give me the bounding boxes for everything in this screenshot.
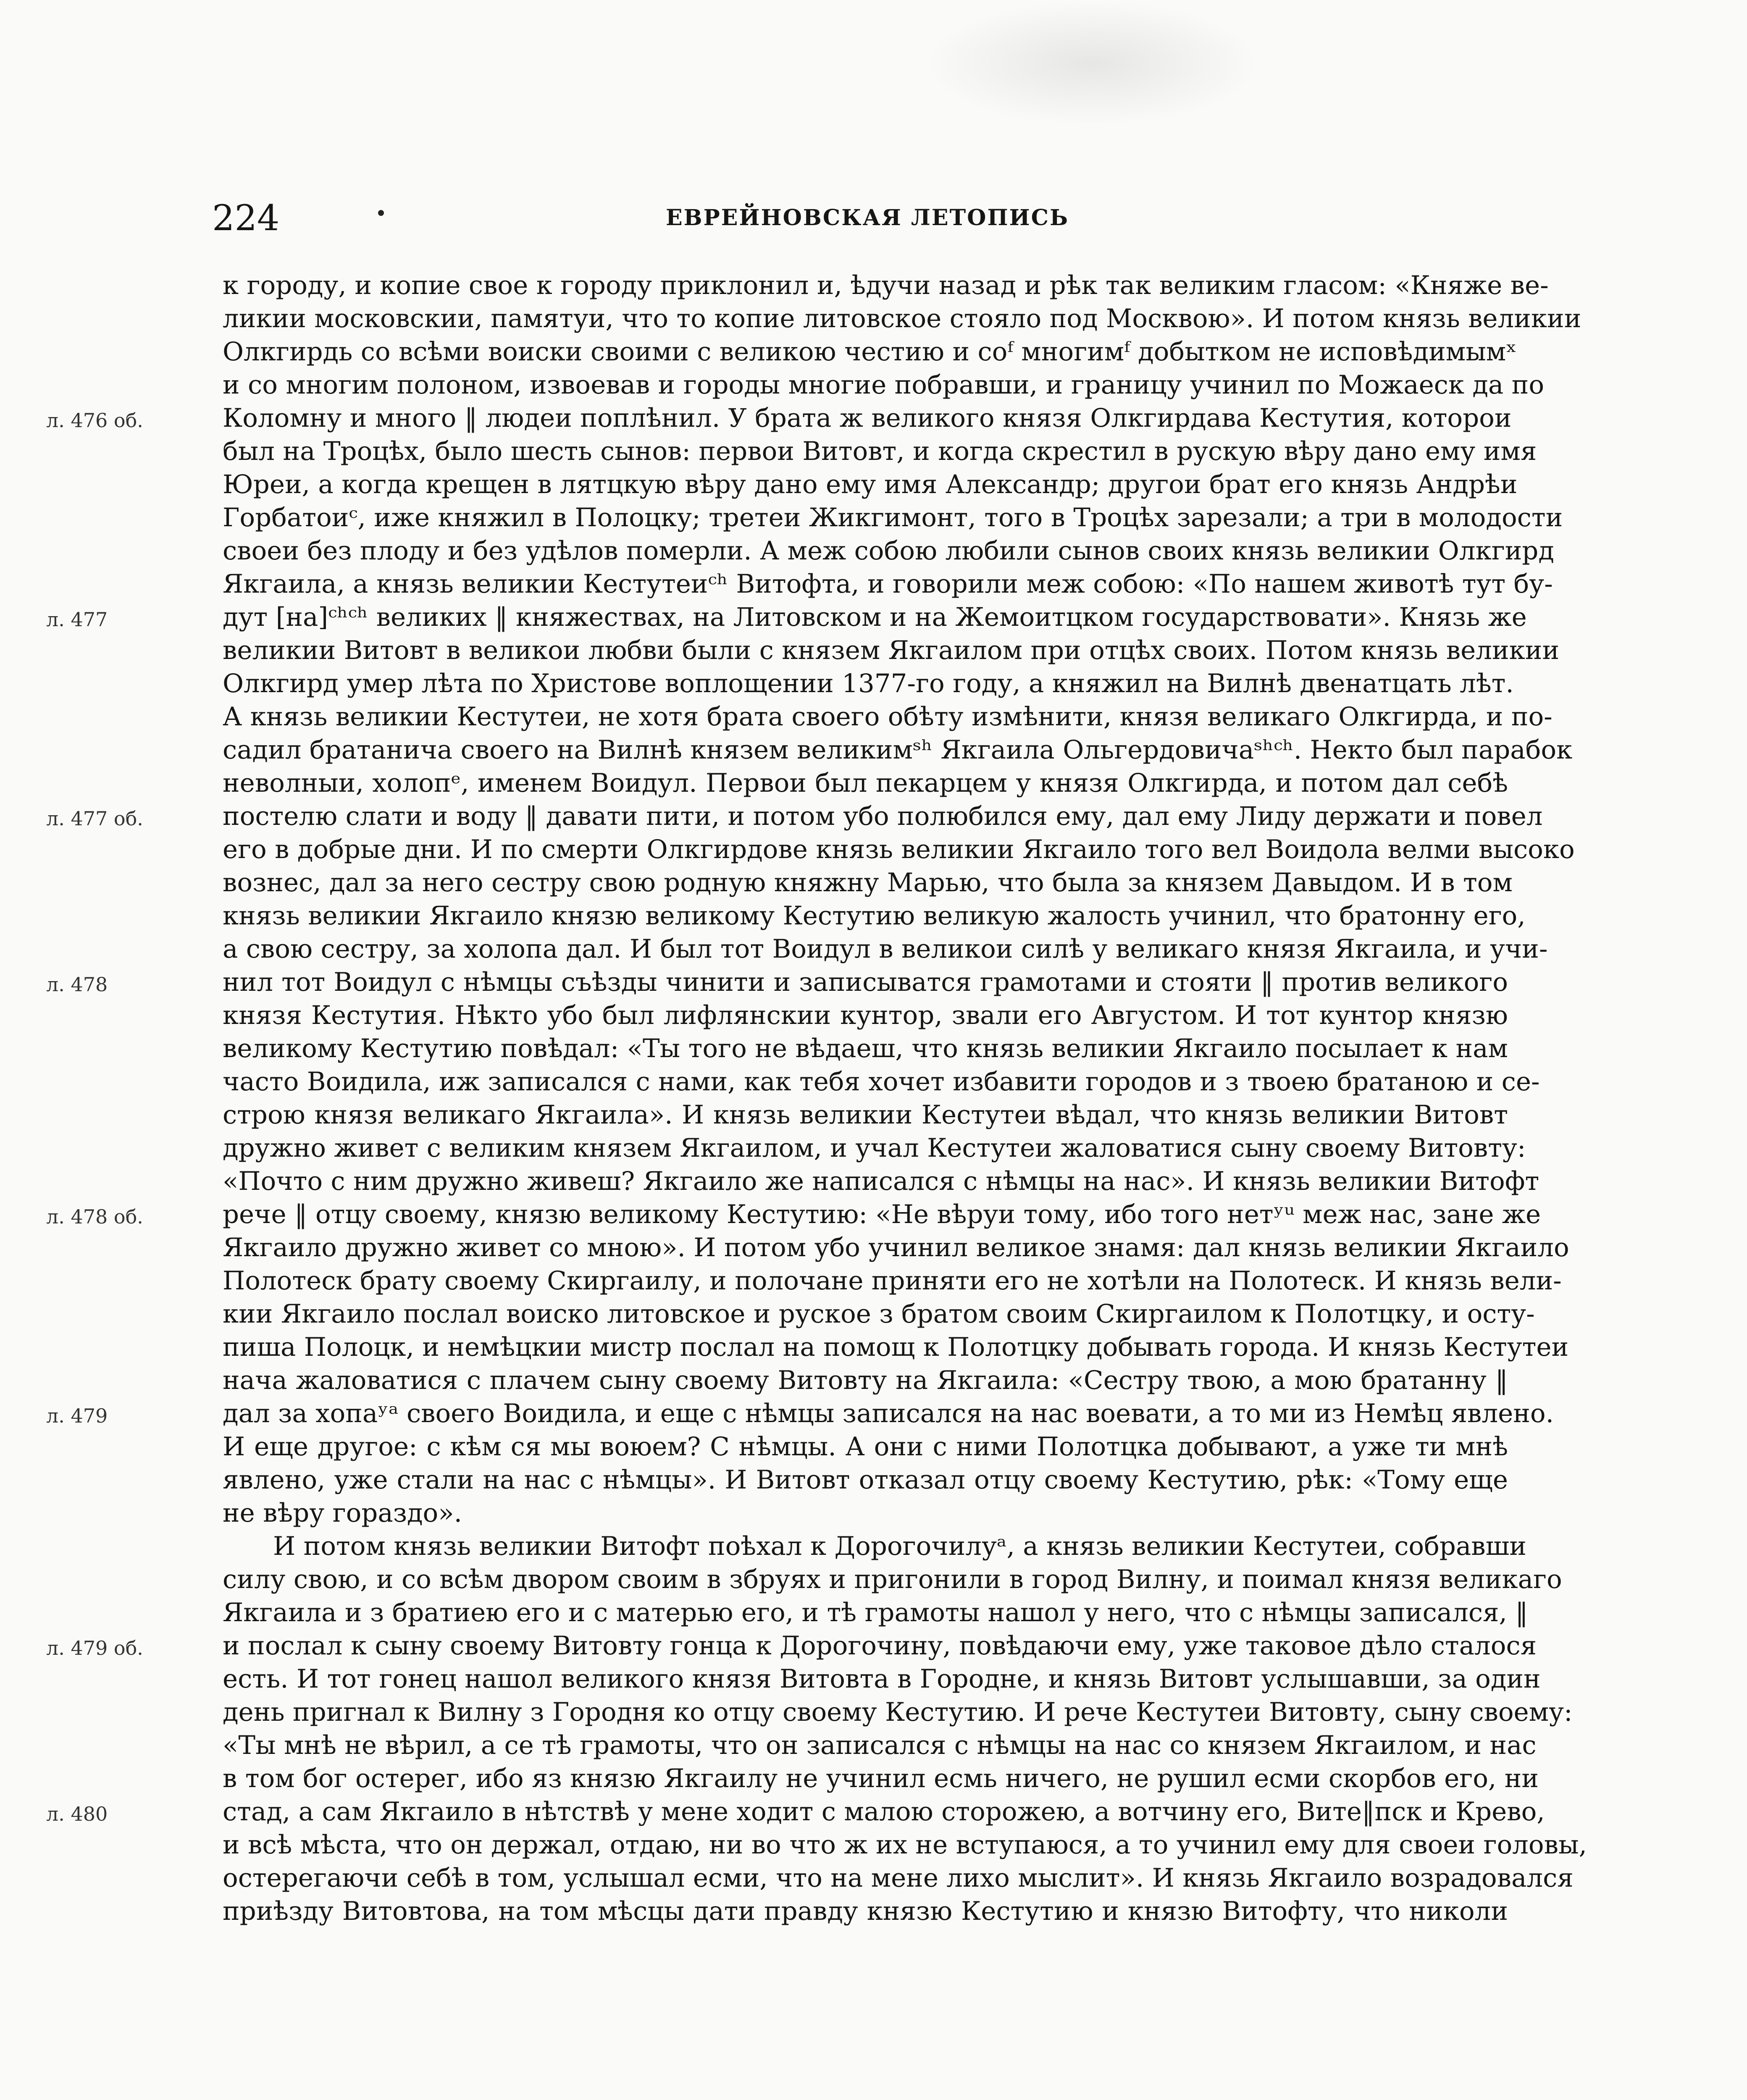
folio-margin-note: л. 478: [46, 973, 108, 996]
line-text: Юреи, а когда крещен в лятцкую вѣру дано ему имя Александр; другои брат его князь Андрѣи: [223, 470, 1518, 499]
text-line: [46, 601, 1527, 634]
text-line: [223, 1662, 1541, 1696]
page-header: [212, 197, 1523, 244]
line-text: был на Троцѣх, было шесть сынов: первои Витовт, и когда скрестил в рускую вѣру дано ему имя: [223, 436, 1537, 466]
line-text: в том бог остерег, ибо яз князю Якгаилу не учинил есмь ничего, не рушил есми скорбов его, ни: [223, 1764, 1539, 1793]
text-line: [223, 1530, 1526, 1563]
line-text: пиша Полоцк, и немѣцкии мистр послал на помощ к Полотцку добывать города. И князь Кестутеи: [223, 1332, 1569, 1362]
line-text: приѣзду Витовтова, на том мѣсцы дати правду князю Кестутию и князю Витофту, что николи: [223, 1896, 1508, 1926]
folio-margin-note: л. 477: [46, 608, 108, 631]
text-line: [46, 966, 1508, 999]
line-text: «Ты мнѣ не вѣрил, а се тѣ грамоты, что он записался с нѣмцы на нас со князем Якгаилом, и нас: [223, 1730, 1537, 1760]
line-text: неволныи, холопᵉ, именем Воидул. Первои был пекарцем у князя Олкгирда, и потом дал себѣ: [223, 768, 1508, 798]
text-line: [223, 567, 1553, 601]
line-text: дружно живет с великим князем Якгаилом, и учал Кестутеи жаловатися сыну своему Витовту:: [223, 1133, 1526, 1163]
line-text: постелю слати и воду ‖ давати пити, и потом убо полюбился ему, дал ему Лиду держати и повел: [223, 801, 1543, 831]
text-line: [46, 1198, 1541, 1231]
line-text: не вѣру гораздо».: [223, 1498, 462, 1528]
text-line: [223, 1032, 1508, 1065]
text-line: [223, 335, 1517, 368]
text-line: [223, 368, 1545, 402]
line-text: Якгаило дружно живет со мною». И потом убо учинил великое знамя: дал князь великии Якгаило: [223, 1233, 1569, 1263]
text-line: [223, 899, 1526, 932]
text-line: [223, 634, 1560, 667]
text-line: [223, 1098, 1508, 1131]
text-line: [223, 1264, 1562, 1297]
line-text: А князь великии Кестутеи, не хотя брата своего обѣту измѣнити, князя великаго Олкгирда, и по-: [223, 702, 1553, 732]
folio-margin-note: л. 479 об.: [46, 1637, 143, 1659]
text-line: [223, 999, 1508, 1032]
line-text: нача жаловатися с плачем сыну своему Витовту на Якгаила: «Сестру твою, а мою братанну ‖: [223, 1365, 1508, 1395]
line-text: и со многим полоном, извоевав и городы многие побравши, и границу учинил по Можаеск да по: [223, 370, 1545, 400]
line-text: нил тот Воидул с нѣмцы съѣзды чинити и записыватся грамотами и стояти ‖ против великого: [223, 967, 1508, 997]
running-title: ЕВРЕЙНОВСКАЯ ЛЕТОПИСЬ: [666, 205, 1069, 231]
line-text: Горбатоиᶜ, иже княжил в Полоцку; третеи Жикгимонт, того в Троцѣх зарезали; а три в молодости: [223, 503, 1563, 533]
text-line: [223, 932, 1548, 966]
text-line: [223, 1430, 1508, 1463]
text-line: [46, 1795, 1545, 1828]
folio-margin-note: л. 477 об.: [46, 807, 143, 830]
text-line: [223, 534, 1554, 567]
line-text: явлено, уже стали на нас с нѣмцы». И Витовт отказал отцу своему Кестутию, рѣк: «Тому еще: [223, 1465, 1508, 1495]
text-line: [223, 1297, 1535, 1331]
line-text: остерегаючи себѣ в том, услышал есми, что на мене лихо мыслит». И князь Якгаило возрадовался: [223, 1863, 1574, 1893]
body-text: [46, 269, 1587, 1928]
text-line: [223, 1364, 1508, 1397]
text-line: [223, 1131, 1526, 1165]
line-text: своеи без плоду и без удѣлов померли. А меж собою любили сынов своих князь великии Олкгирд: [223, 536, 1554, 566]
text-line: [223, 833, 1575, 866]
line-text: Олкгирдь со всѣми воиски своими с великою честию и соᶠ многимᶠ добытком не исповѣдимымˣ: [223, 337, 1517, 367]
text-line: [223, 1828, 1587, 1861]
line-text: день пригнал к Вилну з Городня ко отцу своему Кестутию. И рече Кестутеи Витовту, сыну своему:: [223, 1697, 1573, 1727]
text-line: [223, 1463, 1508, 1496]
line-text: Коломну и много ‖ людеи поплѣнил. У брата ж великого князя Олкгирдава Кестутия, которои: [223, 403, 1512, 433]
line-text: вознес, дал за него сестру свою родную княжну Марью, что была за князем Давыдом. И в том: [223, 868, 1513, 898]
line-text: дал за хопаʸᵃ своего Воидила, и еще с нѣмцы записался на нас воевати, а то ми из Немѣц явлено.: [223, 1399, 1554, 1428]
line-text: Олкгирд умер лѣта по Христове воплощении 1377-го году, а княжил на Вилнѣ двенатцать лѣт.: [223, 669, 1514, 698]
text-line: [223, 468, 1518, 501]
text-line: [223, 866, 1513, 899]
line-text: великии Витовт в великои любви были с князем Якгаилом при отцѣх своих. Потом князь великии: [223, 635, 1560, 665]
page-number: 224: [212, 197, 280, 239]
text-line: [223, 302, 1581, 335]
line-text: кии Якгаило послал воиско литовское и руское з братом своим Скиргаилом к Полотцку, и осту-: [223, 1299, 1535, 1329]
line-text: а свою сестру, за холопа дал. И был тот Воидул в великои силѣ у великаго князя Якгаила, и учи-: [223, 934, 1548, 964]
line-text: Якгаила и з братиею его и с матерью его, и тѣ грамоты нашол у него, что с нѣмцы записался, ‖: [223, 1598, 1528, 1628]
line-text: стад, а сам Якгаило в нѣтствѣ у мене ходит с малою сторожею, а вотчину его, Вите‖пск и Крево,: [223, 1797, 1545, 1827]
text-line: [223, 435, 1537, 468]
text-line: [223, 700, 1553, 733]
text-line: [46, 1629, 1537, 1662]
line-text: Якгаила, а князь великии Кестутеиᶜʰ Витофта, и говорили меж собою: «По нашем животѣ тут бу-: [223, 569, 1553, 599]
line-text: строю князя великаго Якгаила». И князь великии Кестутеи вѣдал, что князь великии Витовт: [223, 1100, 1508, 1130]
text-line: [223, 667, 1514, 700]
text-line: [223, 1596, 1528, 1629]
line-text: князя Кестутия. Нѣкто убо был лифлянскии кунтор, звали его Августом. И тот кунтор князю: [223, 1000, 1508, 1030]
line-text: силу свою, и со всѣм двором своим в збруях и пригонили в город Вилну, и поимал князя великаго: [223, 1564, 1562, 1594]
line-text: и всѣ мѣста, что он держал, отдаю, ни во что ж их не вступаюся, а то учинил ему для своеи головы,: [223, 1830, 1587, 1860]
text-line: [46, 1397, 1554, 1430]
folio-margin-note: л. 480: [46, 1803, 108, 1825]
folio-margin-note: л. 478 об.: [46, 1205, 143, 1228]
folio-margin-note: л. 479: [46, 1404, 108, 1427]
text-line: [223, 269, 1549, 302]
line-text: к городу, и копие свое к городу приклонил и, ѣдучи назад и рѣк так великим гласом: «Княже ве-: [223, 270, 1549, 300]
line-text: рече ‖ отцу своему, князю великому Кестутию: «Не вѣруи тому, ибо того нетʸᵘ меж нас, зане же: [223, 1200, 1541, 1229]
line-text: Полотеск брату своему Скиргаилу, и полочане приняти его не хотѣли на Полотеск. И князь вели-: [223, 1266, 1562, 1296]
text-line: [223, 1563, 1562, 1596]
line-text: ликии московскии, памятуи, что то копие литовское стояло под Москвою». И потом князь великии: [223, 304, 1581, 333]
text-line: [223, 1696, 1573, 1729]
line-text: «Почто с ним дружно живеш? Якгаило же написался с нѣмцы на нас». И князь великии Витофт: [223, 1166, 1539, 1196]
line-text: дут [на]ᶜʰᶜʰ великих ‖ княжествах, на Литовском и на Жемоитцком государствовати». Князь же: [223, 602, 1527, 632]
line-text: И еще другое: с кѣм ся мы воюем? С нѣмцы. А они с ними Полотцка добывают, а уже ти мнѣ: [223, 1432, 1508, 1462]
text-line: [223, 766, 1508, 800]
text-line: [223, 733, 1573, 766]
line-text: князь великии Якгаило князю великому Кестутию великую жалость учинил, что братонну его,: [223, 901, 1526, 931]
text-line: [46, 800, 1543, 833]
text-line: [223, 1729, 1537, 1762]
line-text: часто Воидила, иж записался с нами, как тебя хочет избавити городов и з твоею братаною и се-: [223, 1067, 1540, 1097]
text-line: [223, 1762, 1539, 1795]
text-line: [223, 1496, 1508, 1530]
text-line: [223, 501, 1563, 534]
text-line: [223, 1165, 1539, 1198]
text-line: [223, 1861, 1574, 1895]
text-line: [223, 1065, 1540, 1098]
line-text: великому Кестутию повѣдал: «Ты того не вѣдаеш, что князь великии Якгаило посылает к нам: [223, 1034, 1508, 1063]
line-text: есть. И тот гонец нашол великого князя Витовта в Городне, и князь Витовт услышавши, за один: [223, 1664, 1541, 1694]
paper-stain: [924, 0, 1260, 126]
line-text: И потом князь великии Витофт поѣхал к Дорогочилуᵃ, а князь великии Кестутеи, собравши: [273, 1531, 1526, 1561]
text-line: [223, 1231, 1569, 1264]
text-line: [223, 1331, 1569, 1364]
text-line: [223, 1895, 1508, 1928]
folio-margin-note: л. 476 об.: [46, 409, 143, 432]
line-text: и послал к сыну своему Витовту гонца к Дорогочину, повѣдаючи ему, уже таковое дѣло сталося: [223, 1631, 1537, 1661]
line-text: его в добрые дни. И по смерти Олкгирдове князь великии Якгаило того вел Воидола велми высоко: [223, 835, 1575, 864]
text-line: [46, 402, 1512, 435]
line-text: садил братанича своего на Вилнѣ князем великимˢʰ Якгаила Ольгердовичаˢʰᶜʰ. Некто был парабок: [223, 735, 1573, 765]
